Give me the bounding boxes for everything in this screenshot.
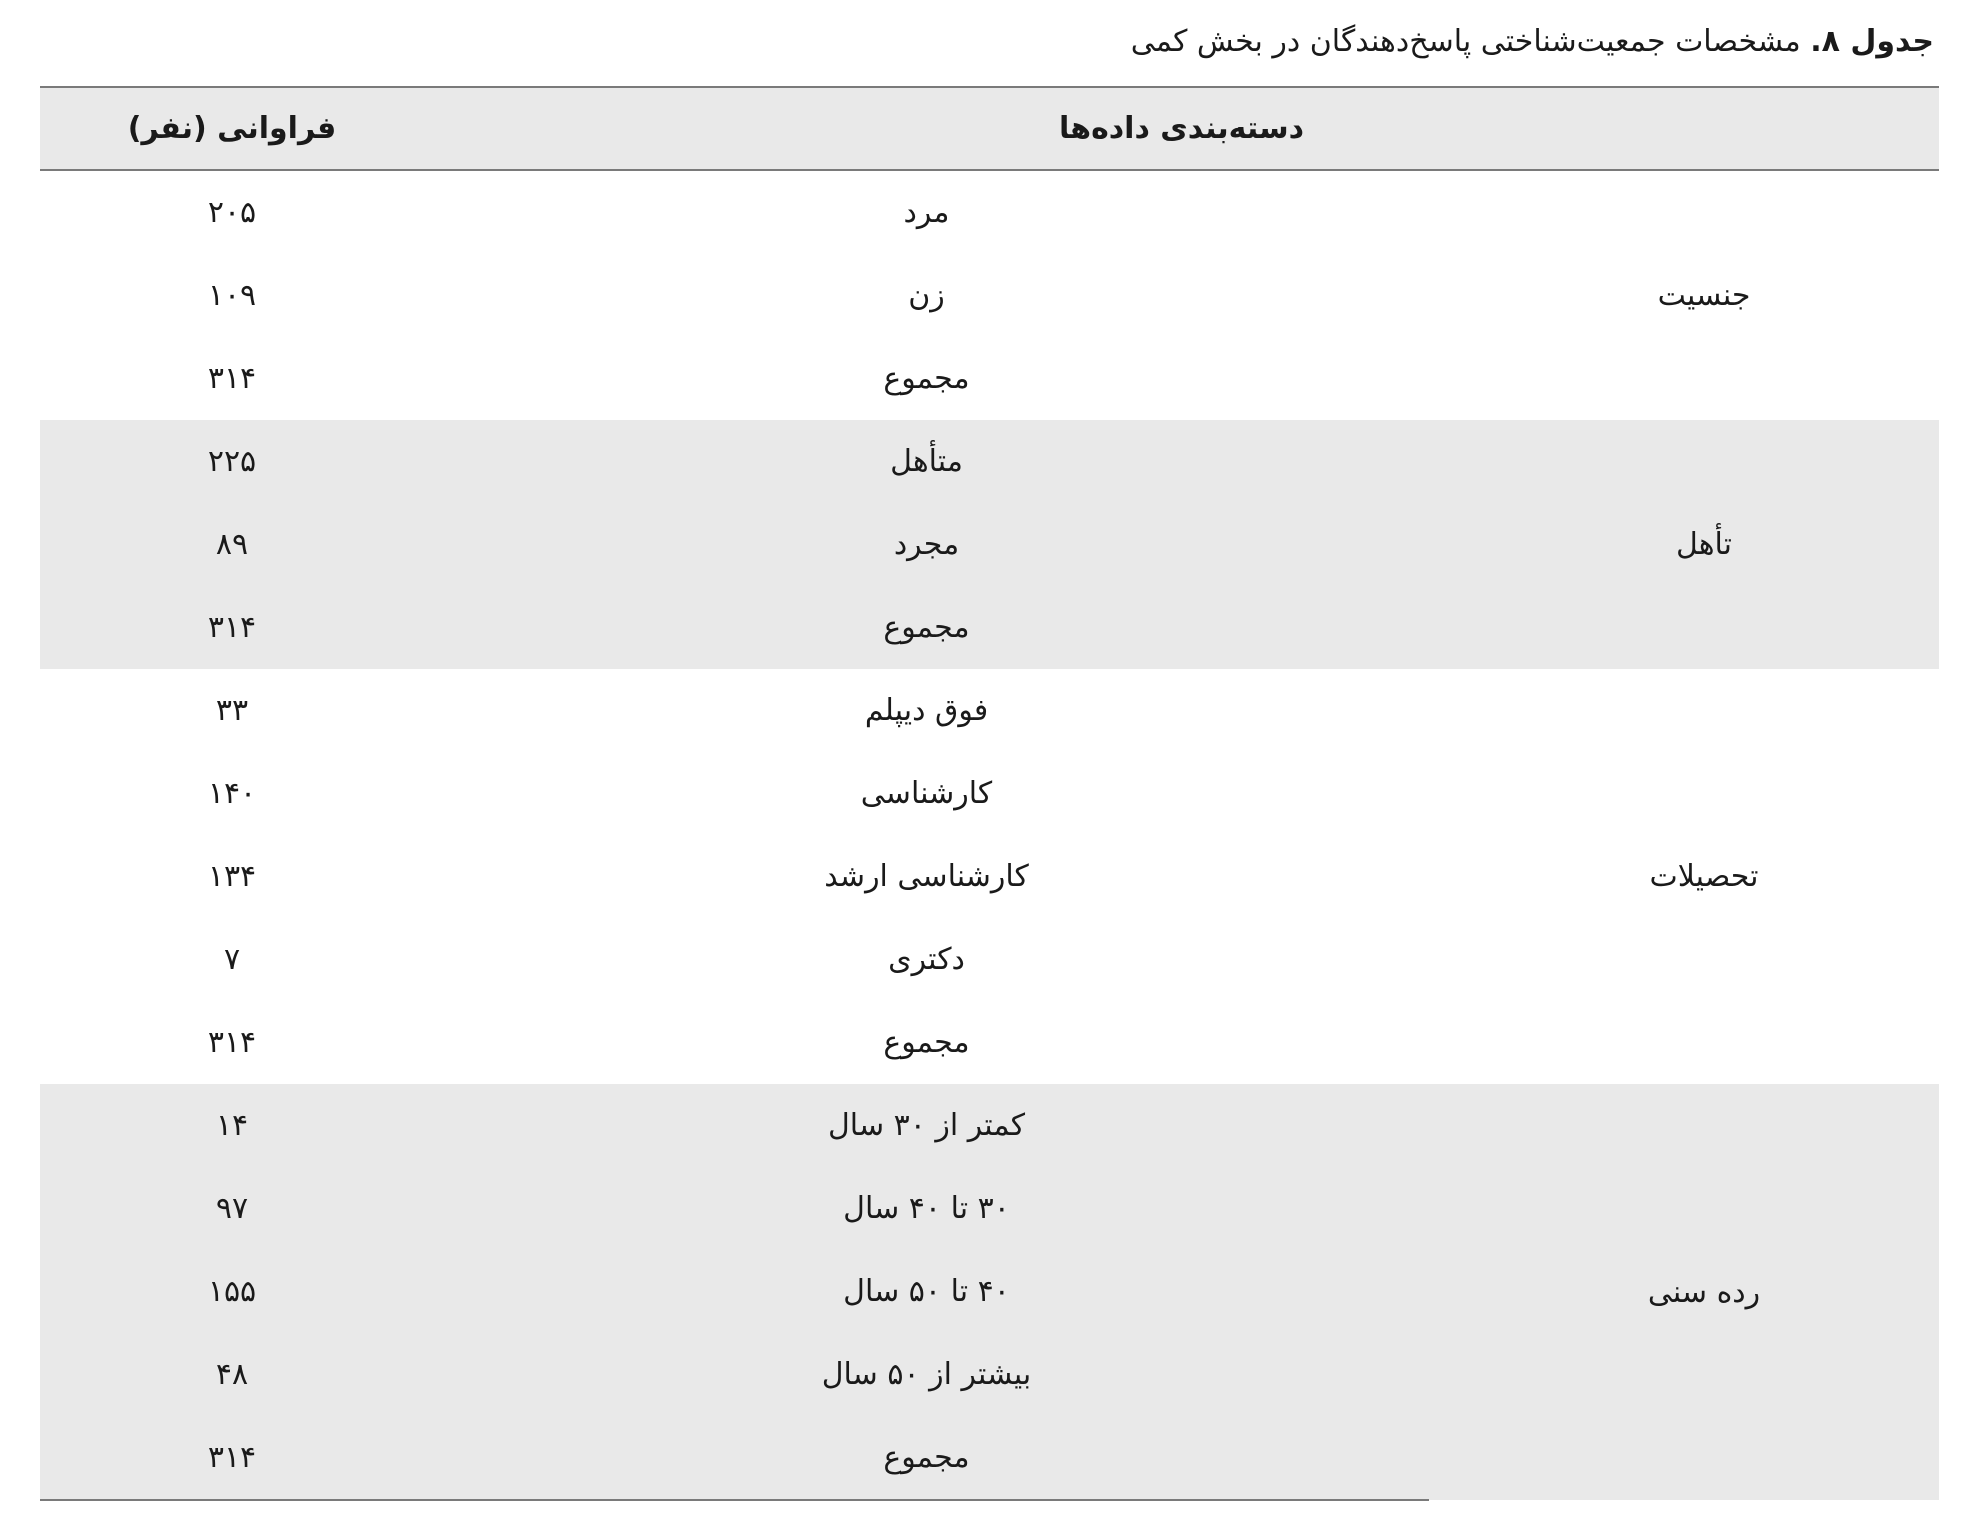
category-cell: ۳۰ تا ۴۰ سال	[424, 1167, 1429, 1250]
category-cell: مجموع	[883, 361, 970, 396]
group-label: جنسیت	[1657, 278, 1751, 313]
table-header	[40, 87, 1939, 170]
category-cell: بیشتر از ۵۰ سال	[424, 1333, 1429, 1416]
table-caption	[40, 14, 1934, 70]
category-cell: مرد	[903, 195, 950, 230]
category-cell: ۴۰ تا ۵۰ سال	[424, 1250, 1429, 1333]
table-row	[40, 669, 1939, 752]
header-category: دسته‌بندی داده‌ها	[424, 87, 1939, 170]
frequency-cell: ۳۱۴	[40, 1416, 424, 1500]
category-cell: مجموع	[424, 1416, 1429, 1500]
table-row	[40, 420, 1939, 503]
frequency-cell: ۲۰۵	[207, 195, 257, 230]
category-cell: کمتر از ۳۰ سال	[424, 1084, 1429, 1167]
category-cell: متأهل	[424, 420, 1429, 503]
category-cell: زن	[908, 278, 945, 313]
frequency-cell: ۳۱۴	[207, 1025, 257, 1060]
category-cell: مجموع	[883, 1025, 970, 1060]
group-label: تأهل	[1429, 420, 1939, 669]
group-age-range	[40, 1084, 1939, 1500]
group-marital-status	[40, 420, 1939, 669]
frequency-cell: ۳۱۴	[207, 361, 257, 396]
category-cell: دکتری	[888, 942, 965, 977]
demographics-table-container	[40, 86, 1939, 1501]
frequency-cell: ۱۰۹	[207, 278, 257, 313]
category-cell: فوق دیپلم	[864, 693, 989, 728]
caption-text: مشخصات جمعیت‌شناختی پاسخ‌دهندگان در بخش کمی	[1130, 24, 1811, 59]
group-education	[40, 669, 1939, 1084]
category-cell: کارشناسی	[860, 776, 993, 811]
table-row	[40, 1084, 1939, 1167]
frequency-cell: ۱۴۰	[207, 776, 257, 811]
demographics-table	[40, 86, 1939, 1501]
frequency-cell: ۳۳	[215, 693, 249, 728]
frequency-cell: ۱۴	[40, 1084, 424, 1167]
frequency-cell: ۷	[223, 942, 241, 977]
frequency-cell: ۴۸	[40, 1333, 424, 1416]
category-cell: مجرد	[424, 503, 1429, 586]
header-frequency: فراوانی (نفر)	[40, 87, 424, 170]
frequency-cell: ۳۱۴	[40, 586, 424, 669]
category-cell: کارشناسی ارشد	[824, 859, 1029, 894]
category-cell: مجموع	[424, 586, 1429, 669]
table-row	[40, 170, 1939, 254]
caption-label: جدول ۸.	[1810, 24, 1934, 59]
group-label: رده سنی	[1429, 1084, 1939, 1500]
frequency-cell: ۱۳۴	[207, 859, 257, 894]
frequency-cell: ۲۲۵	[40, 420, 424, 503]
frequency-cell: ۸۹	[40, 503, 424, 586]
frequency-cell: ۹۷	[40, 1167, 424, 1250]
group-gender	[40, 170, 1939, 420]
frequency-cell: ۱۵۵	[40, 1250, 424, 1333]
header-row	[40, 87, 1939, 170]
group-label: تحصیلات	[1649, 859, 1759, 894]
